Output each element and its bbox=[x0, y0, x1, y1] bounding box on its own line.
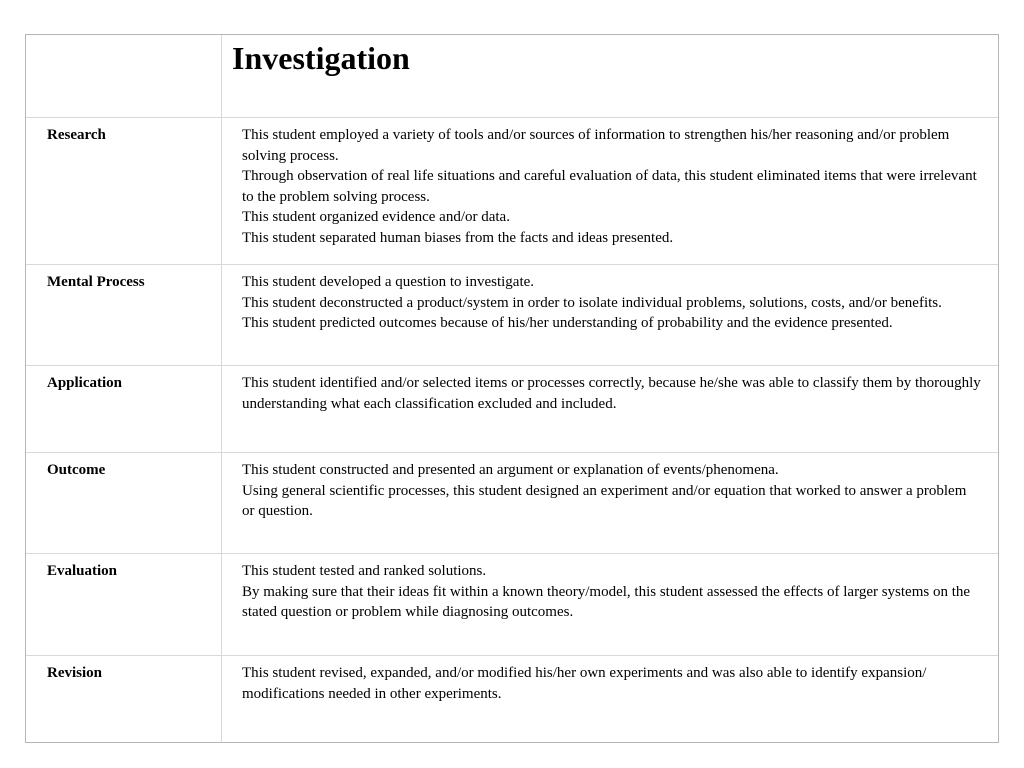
label-cell bbox=[26, 118, 222, 264]
label-cell bbox=[26, 554, 222, 655]
description-line: This student deconstructed a product/system in order to isolate individual problems, solutions, costs, and/or benefits. bbox=[242, 294, 942, 311]
row-description bbox=[242, 663, 982, 704]
row-label: Outcome bbox=[47, 462, 106, 478]
header-empty-cell bbox=[26, 35, 222, 117]
description-cell bbox=[222, 118, 998, 264]
description-line: By making sure that their ideas fit within a known theory/model, this student assessed the effects of larger systems on the stated question or problem while diagnosing outcomes. bbox=[242, 583, 971, 620]
description-cell bbox=[222, 656, 998, 742]
header-title-cell bbox=[222, 35, 998, 117]
label-cell bbox=[26, 656, 222, 742]
description-line: This student employed a variety of tools and/or sources of information to strengthen his/her reasoning and/or problem solving process. bbox=[242, 127, 950, 164]
table-row-evaluation bbox=[26, 554, 998, 656]
description-line: This student separated human biases from the facts and ideas presented. bbox=[242, 229, 674, 246]
table-title: Investigation bbox=[232, 40, 410, 76]
row-label: Mental Process bbox=[47, 274, 145, 290]
header-row bbox=[26, 35, 998, 118]
rubric-table bbox=[25, 34, 999, 743]
row-description bbox=[242, 460, 982, 522]
description-cell bbox=[222, 265, 998, 365]
label-cell bbox=[26, 265, 222, 365]
table-row-outcome bbox=[26, 453, 998, 554]
row-label: Application bbox=[47, 375, 123, 391]
description-cell bbox=[222, 453, 998, 553]
table-row-application bbox=[26, 366, 998, 453]
description-cell bbox=[222, 366, 998, 452]
description-line: This student organized evidence and/or data. bbox=[242, 209, 510, 225]
row-description bbox=[242, 125, 982, 248]
description-line: This student tested and ranked solutions. bbox=[242, 563, 487, 579]
table-row-research bbox=[26, 118, 998, 265]
row-label: Evaluation bbox=[47, 563, 118, 579]
description-line: This student developed a question to investigate. bbox=[242, 274, 535, 290]
row-description bbox=[242, 373, 982, 414]
row-label: Research bbox=[47, 127, 106, 143]
row-label: Revision bbox=[47, 665, 103, 681]
description-line: This student predicted outcomes because of his/her understanding of probability and the evidence presented. bbox=[242, 315, 893, 331]
description-line: This student constructed and presented an argument or explanation of events/phenomena. bbox=[242, 462, 779, 478]
description-line: This student revised, expanded, and/or modified his/her own experiments and was also able to identify expansion/ modifications needed in other experiments. bbox=[242, 665, 927, 702]
description-line: This student identified and/or selected items or processes correctly, because he/she was able to classify them by thoroughly understanding what each classification excluded and included. bbox=[242, 375, 981, 412]
description-line: Through observation of real life situations and careful evaluation of data, this student eliminated items that were irrelevant to the problem solving process. bbox=[242, 168, 977, 205]
table-row-revision bbox=[26, 656, 998, 742]
label-cell bbox=[26, 366, 222, 452]
description-cell bbox=[222, 554, 998, 655]
description-line: Using general scientific processes, this student designed an experiment and/or equation that worked to answer a problem or question. bbox=[242, 482, 967, 519]
label-cell bbox=[26, 453, 222, 553]
row-description bbox=[242, 272, 982, 334]
row-description bbox=[242, 561, 982, 623]
table-row-mental-process bbox=[26, 265, 998, 366]
